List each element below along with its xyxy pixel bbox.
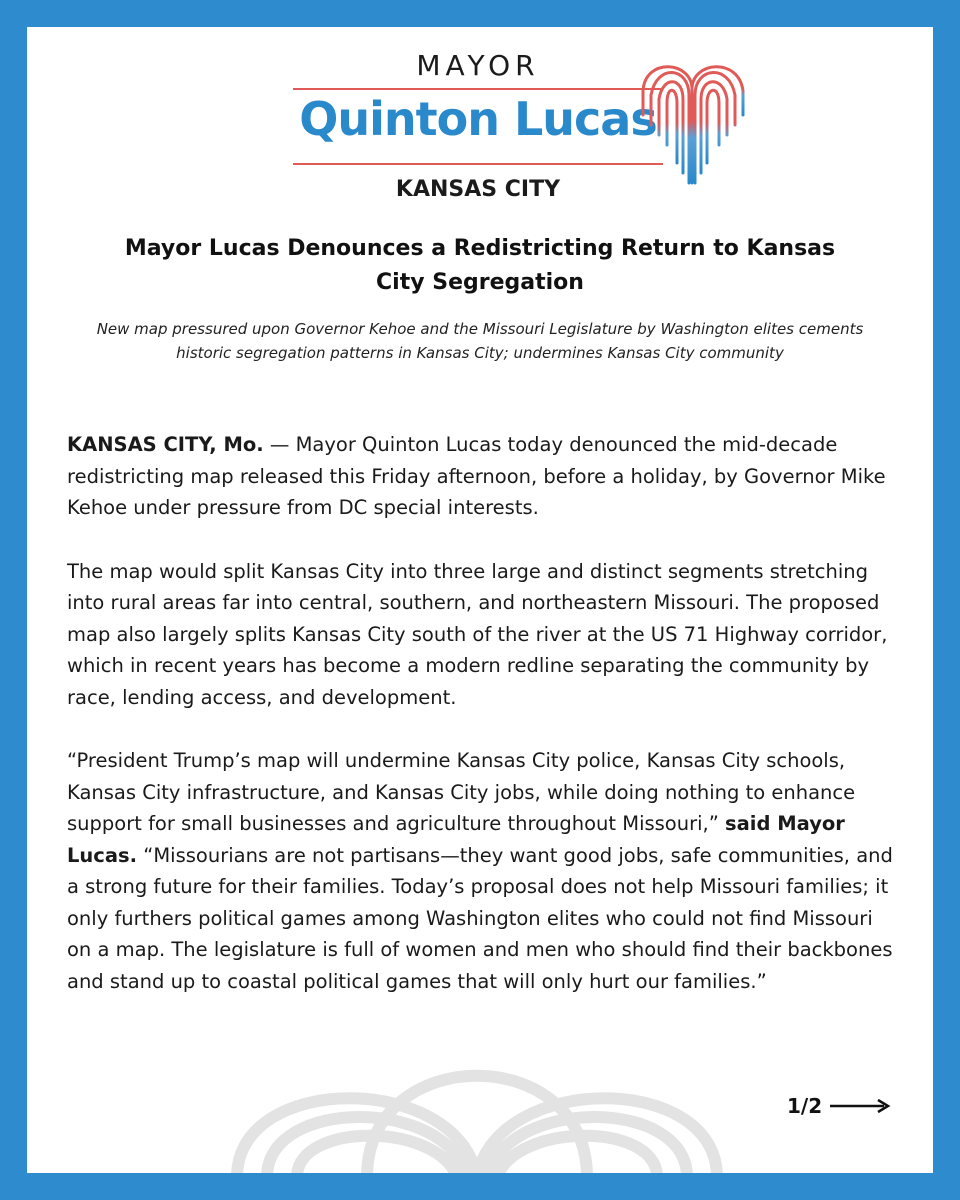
paragraph-1-text: — Mayor Quinton Lucas today denounced the mid-decade redistricting map released this Friday afternoon, before a holiday, by Governor Mike Kehoe under pressure from DC special interests.	[67, 433, 886, 519]
page-indicator: 1/2	[787, 1094, 823, 1118]
subheadline: New map pressured upon Governor Kehoe and the Missouri Legislature by Washington elites cements historic segregation patterns in Kansas City; undermines Kansas City community	[96, 320, 864, 362]
fountain-icon	[639, 55, 747, 185]
quote-part-2: “Missourians are not partisans—they want good jobs, safe communities, and a strong future for their families. Today’s proposal does not help Missouri families; it only furthers political games among Washington elites who could not find Missouri on a map. The legislature is full of women and men who should find their backbones and stand up to coastal political games that will only hurt our families.”	[67, 843, 893, 993]
quote-part-1: “President Trump’s map will undermine Kansas City police, Kansas City schools, Kansas City infrastructure, and Kansas City jobs, while doing nothing to enhance support for small businesses and agriculture throughout Missouri,”	[67, 749, 856, 835]
dateline: KANSAS CITY, Mo.	[67, 433, 264, 456]
press-release-card	[27, 27, 933, 1173]
attribution: said Mayor Lucas.	[67, 812, 845, 867]
pager[interactable]	[787, 1091, 892, 1121]
mayor-logo	[27, 27, 933, 227]
logo-rule-bottom	[293, 163, 663, 165]
paragraph-3	[67, 745, 899, 997]
paragraph-2-text: The map would split Kansas City into three large and distinct segments stretching into rural areas far into central, southern, and northeastern Missouri. The proposed map also largely splits Kansas City south of the river at the US 71 Highway corridor, which in recent years has become a modern redline separating the community by race, lending access, and development.	[67, 559, 888, 709]
paragraph-2	[67, 556, 899, 714]
fountain-watermark-icon	[217, 1052, 737, 1173]
logo-city: KANSAS CITY	[395, 177, 561, 202]
arrow-right-icon[interactable]	[828, 1098, 892, 1114]
paragraph-1	[67, 429, 899, 524]
logo-name: Quinton Lucas	[299, 92, 657, 146]
logo-mayor-word: MAYOR	[416, 49, 540, 82]
headline: Mayor Lucas Denounces a Redistricting Return to Kansas City Segregation	[124, 236, 836, 295]
logo-rule-top	[293, 88, 663, 90]
article-body	[67, 429, 899, 1029]
